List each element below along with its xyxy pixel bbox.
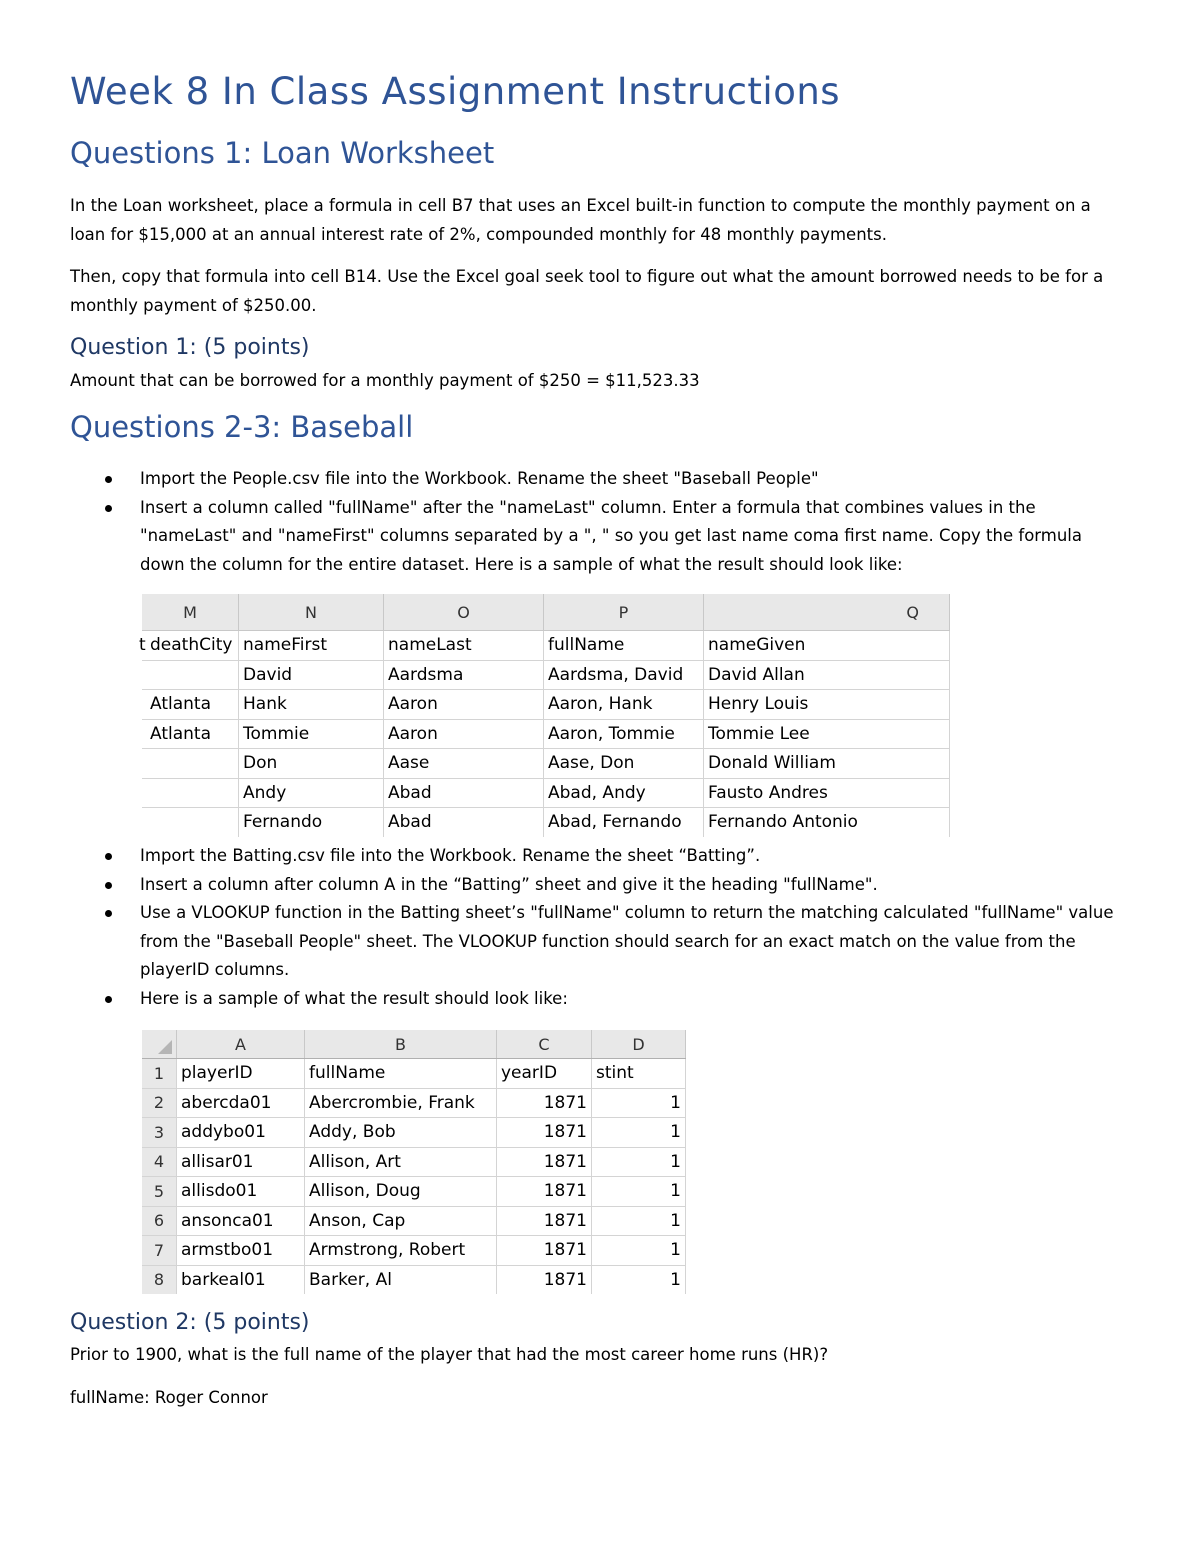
bullet-icon — [105, 996, 112, 1003]
row-header: 2 — [142, 1088, 177, 1118]
bullet-icon — [105, 853, 112, 860]
list-item: Insert a column after column A in the “Batting” sheet and give it the heading "fullName". — [70, 871, 1130, 900]
table-cell: 1871 — [497, 1206, 592, 1236]
table-cell: yearID — [497, 1059, 592, 1089]
table-cell: Tommie Lee — [704, 719, 950, 749]
table-cell: stint — [592, 1059, 686, 1089]
table-row — [142, 1236, 686, 1266]
table-row — [142, 660, 950, 690]
table-cell: t deathCity — [142, 631, 239, 661]
column-header-row — [142, 1030, 686, 1059]
table-cell: Aardsma — [384, 660, 544, 690]
table-cell: Abad — [384, 778, 544, 808]
row-header: 8 — [142, 1265, 177, 1294]
row-header: 7 — [142, 1236, 177, 1266]
table-row — [142, 1059, 686, 1089]
row-header: 4 — [142, 1147, 177, 1177]
table-cell: 1871 — [497, 1177, 592, 1207]
document-title: Week 8 In Class Assignment Instructions — [70, 70, 841, 113]
table-cell: 1 — [592, 1265, 686, 1294]
list-item: Here is a sample of what the result should look like: — [70, 985, 1130, 1014]
table-cell — [142, 749, 239, 779]
table-cell: Fernando Antonio — [704, 808, 950, 837]
table-cell: Atlanta — [142, 690, 239, 720]
table-row — [142, 631, 950, 661]
table-cell: Don — [239, 749, 384, 779]
table-row — [142, 1088, 686, 1118]
table-cell: Armstrong, Robert — [305, 1236, 497, 1266]
row-header: 6 — [142, 1206, 177, 1236]
bullet-list-a — [70, 465, 1130, 579]
column-header: A — [177, 1030, 305, 1059]
list-item: Insert a column called "fullName" after the "nameLast" column. Enter a formula that combines values in the "nameLast" and "nameFirst" columns separated by a ", " so you get last name coma first name. Copy the formula down the column for the entire dataset. Here is a sample of what the result should look like: — [70, 494, 1130, 580]
table-cell: Fernando — [239, 808, 384, 837]
bullet-icon — [105, 505, 112, 512]
table-row — [142, 719, 950, 749]
table-cell: Tommie — [239, 719, 384, 749]
question2-text: Prior to 1900, what is the full name of the player that had the most career home runs (HR)? — [70, 1345, 829, 1364]
table-cell: Abad — [384, 808, 544, 837]
table-cell: Aaron, Hank — [544, 690, 704, 720]
table-cell: allisdo01 — [177, 1177, 305, 1207]
table-row — [142, 1118, 686, 1148]
table-cell: Aaron — [384, 690, 544, 720]
column-header: O — [384, 594, 544, 631]
row-header: 1 — [142, 1059, 177, 1089]
table-cell: Aaron, Tommie — [544, 719, 704, 749]
table-cell: Donald William — [704, 749, 950, 779]
table-cell: 1871 — [497, 1147, 592, 1177]
table-row — [142, 1147, 686, 1177]
select-all-corner — [142, 1030, 177, 1059]
table-cell: Barker, Al — [305, 1265, 497, 1294]
bullet-list-b — [70, 842, 1130, 1013]
table-cell: Allison, Art — [305, 1147, 497, 1177]
table-cell: allisar01 — [177, 1147, 305, 1177]
question1-heading: Question 1: (5 points) — [70, 335, 310, 360]
table-cell: Abad, Fernando — [544, 808, 704, 837]
table-row — [142, 778, 950, 808]
table-cell: Aardsma, David — [544, 660, 704, 690]
table-cell: Abad, Andy — [544, 778, 704, 808]
column-header: B — [305, 1030, 497, 1059]
table-row — [142, 690, 950, 720]
table-cell: Allison, Doug — [305, 1177, 497, 1207]
table-cell: Henry Louis — [704, 690, 950, 720]
table-cell: Addy, Bob — [305, 1118, 497, 1148]
table-cell: fullName — [305, 1059, 497, 1089]
column-header: D — [592, 1030, 686, 1059]
table-cell: 1 — [592, 1206, 686, 1236]
list-item: Use a VLOOKUP function in the Batting sheet’s "fullName" column to return the matching calculated "fullName" value from the "Baseball People" sheet. The VLOOKUP function should search for an exact match on the value from the playerID columns. — [70, 899, 1130, 985]
table-cell — [142, 808, 239, 837]
table-row — [142, 1265, 686, 1294]
table-cell: 1 — [592, 1236, 686, 1266]
section1-paragraph-1: In the Loan worksheet, place a formula in cell B7 that uses an Excel built-in function to compute the monthly payment on a loan for $15,000 at an annual interest rate of 2%, compounded monthly for 48 monthly payments. — [70, 196, 1091, 244]
table-cell: David — [239, 660, 384, 690]
table-row — [142, 749, 950, 779]
list-item: Import the Batting.csv file into the Workbook. Rename the sheet “Batting”. — [70, 842, 1130, 871]
table-cell: nameFirst — [239, 631, 384, 661]
column-header: P — [544, 594, 704, 631]
table-cell: addybo01 — [177, 1118, 305, 1148]
bullet-icon — [105, 476, 112, 483]
table-cell: 1 — [592, 1088, 686, 1118]
table-cell: 1871 — [497, 1088, 592, 1118]
table-cell: Fausto Andres — [704, 778, 950, 808]
list-item: Import the People.csv file into the Workbook. Rename the sheet "Baseball People" — [70, 465, 1130, 494]
table-cell: Abercrombie, Frank — [305, 1088, 497, 1118]
table-row — [142, 808, 950, 837]
table-cell: 1871 — [497, 1265, 592, 1294]
row-header: 3 — [142, 1118, 177, 1148]
people-sheet-sample — [139, 594, 950, 837]
table-cell: abercda01 — [177, 1088, 305, 1118]
table-cell: David Allan — [704, 660, 950, 690]
column-header: C — [497, 1030, 592, 1059]
row-header: 5 — [142, 1177, 177, 1207]
table-cell: Andy — [239, 778, 384, 808]
section1-heading: Questions 1: Loan Worksheet — [70, 136, 495, 170]
question1-answer: Amount that can be borrowed for a monthly payment of $250 = $11,523.33 — [70, 371, 700, 390]
table-cell: fullName — [544, 631, 704, 661]
table-cell: nameLast — [384, 631, 544, 661]
table-cell: 1871 — [497, 1236, 592, 1266]
table-cell: Hank — [239, 690, 384, 720]
table-cell — [142, 778, 239, 808]
table-row — [142, 1177, 686, 1207]
batting-sheet-sample — [142, 1030, 686, 1294]
table-cell: playerID — [177, 1059, 305, 1089]
table-cell: nameGiven — [704, 631, 950, 661]
table-cell: 1 — [592, 1177, 686, 1207]
section2-heading: Questions 2-3: Baseball — [70, 410, 414, 444]
corner-triangle-icon — [158, 1040, 172, 1054]
table-cell: 1 — [592, 1118, 686, 1148]
table-cell — [142, 660, 239, 690]
table-cell: ansonca01 — [177, 1206, 305, 1236]
section1-paragraph-2: Then, copy that formula into cell B14. Use the Excel goal seek tool to figure out what the amount borrowed needs to be for a monthly payment of $250.00. — [70, 267, 1104, 315]
column-header-row — [142, 594, 950, 631]
table-cell: 1871 — [497, 1118, 592, 1148]
column-header: Q — [704, 594, 950, 631]
table-cell: Aase, Don — [544, 749, 704, 779]
table-cell: Atlanta — [142, 719, 239, 749]
table-cell: barkeal01 — [177, 1265, 305, 1294]
table-cell: Aaron — [384, 719, 544, 749]
table-cell: 1 — [592, 1147, 686, 1177]
table-cell: Aase — [384, 749, 544, 779]
table-row — [142, 1206, 686, 1236]
column-header: M — [142, 594, 239, 631]
bullet-icon — [105, 910, 112, 917]
table-cell: armstbo01 — [177, 1236, 305, 1266]
question2-answer: fullName: Roger Connor — [70, 1388, 268, 1407]
column-header: N — [239, 594, 384, 631]
table-cell: Anson, Cap — [305, 1206, 497, 1236]
question2-heading: Question 2: (5 points) — [70, 1310, 310, 1335]
bullet-icon — [105, 882, 112, 889]
